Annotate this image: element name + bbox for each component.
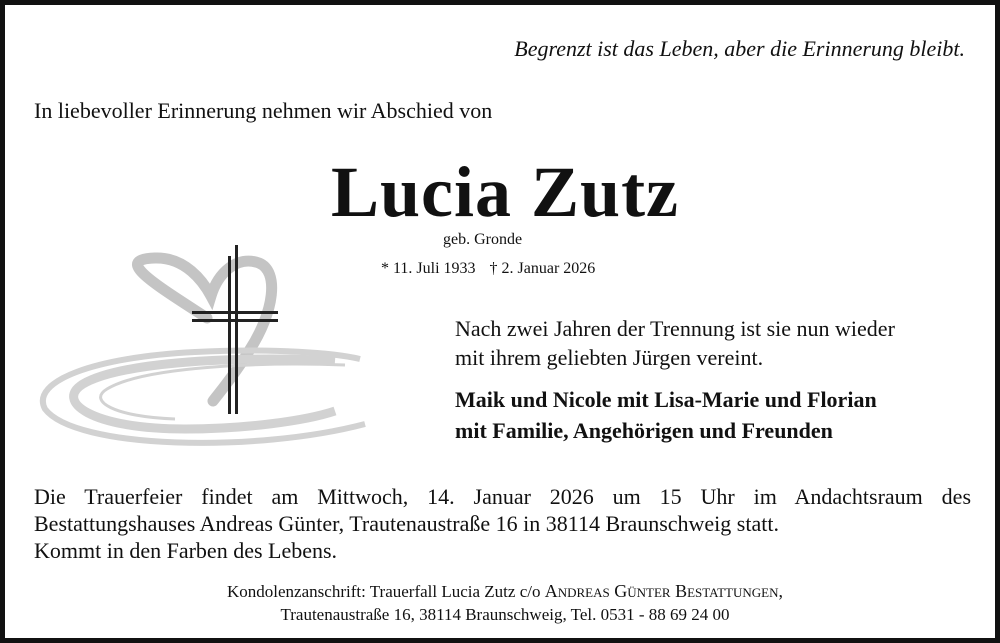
funeral-announcement <box>34 483 971 564</box>
life-dates <box>381 260 595 278</box>
message-line: Nach zwei Jahren der Trennung ist sie nun wieder <box>455 316 895 341</box>
mourners-line: Maik und Nicole mit Lisa-Marie und Florian <box>455 387 877 412</box>
reunion-message <box>455 314 895 372</box>
birth-date: * 11. Juli 1933 <box>381 260 476 277</box>
funeral-line: Bestattungshauses Andreas Günter, Trautenaustraße 16 in 38114 Braunschweig statt. <box>34 511 779 536</box>
swoosh-rings <box>43 351 365 443</box>
motto: Begrenzt ist das Leben, aber die Erinnerung bleibt. <box>514 36 965 61</box>
mourners-signature <box>455 384 877 446</box>
condolence-address <box>5 580 1000 626</box>
intro-text: In liebevoller Erinnerung nehmen wir Abschied von <box>34 98 493 123</box>
heart-cross-icon <box>35 241 380 446</box>
condolence-address-line: Trautenaustraße 16, 38114 Braunschweig, Tel. 0531 - 88 69 24 00 <box>280 605 730 624</box>
funeral-line: Kommt in den Farben des Lebens. <box>34 538 338 563</box>
birth-name: geb. Gronde <box>443 231 523 248</box>
death-date: † 2. Januar 2026 <box>489 260 596 277</box>
deceased-name: Lucia Zutz <box>330 152 680 232</box>
funeral-home-name: Andreas Günter Bestattungen, <box>544 581 783 601</box>
condolence-line <box>5 580 1000 603</box>
condolence-prefix: Kondolenzanschrift: Trauerfall Lucia Zutz c/o <box>227 582 541 601</box>
heart-outline <box>137 258 271 401</box>
message-line: mit ihrem geliebten Jürgen vereint. <box>455 345 764 370</box>
funeral-line: Die Trauerfeier findet am Mittwoch, 14. Januar 2026 um 15 Uhr im Andachtsraum des <box>34 484 971 509</box>
mourners-line: mit Familie, Angehörigen und Freunden <box>455 418 833 443</box>
